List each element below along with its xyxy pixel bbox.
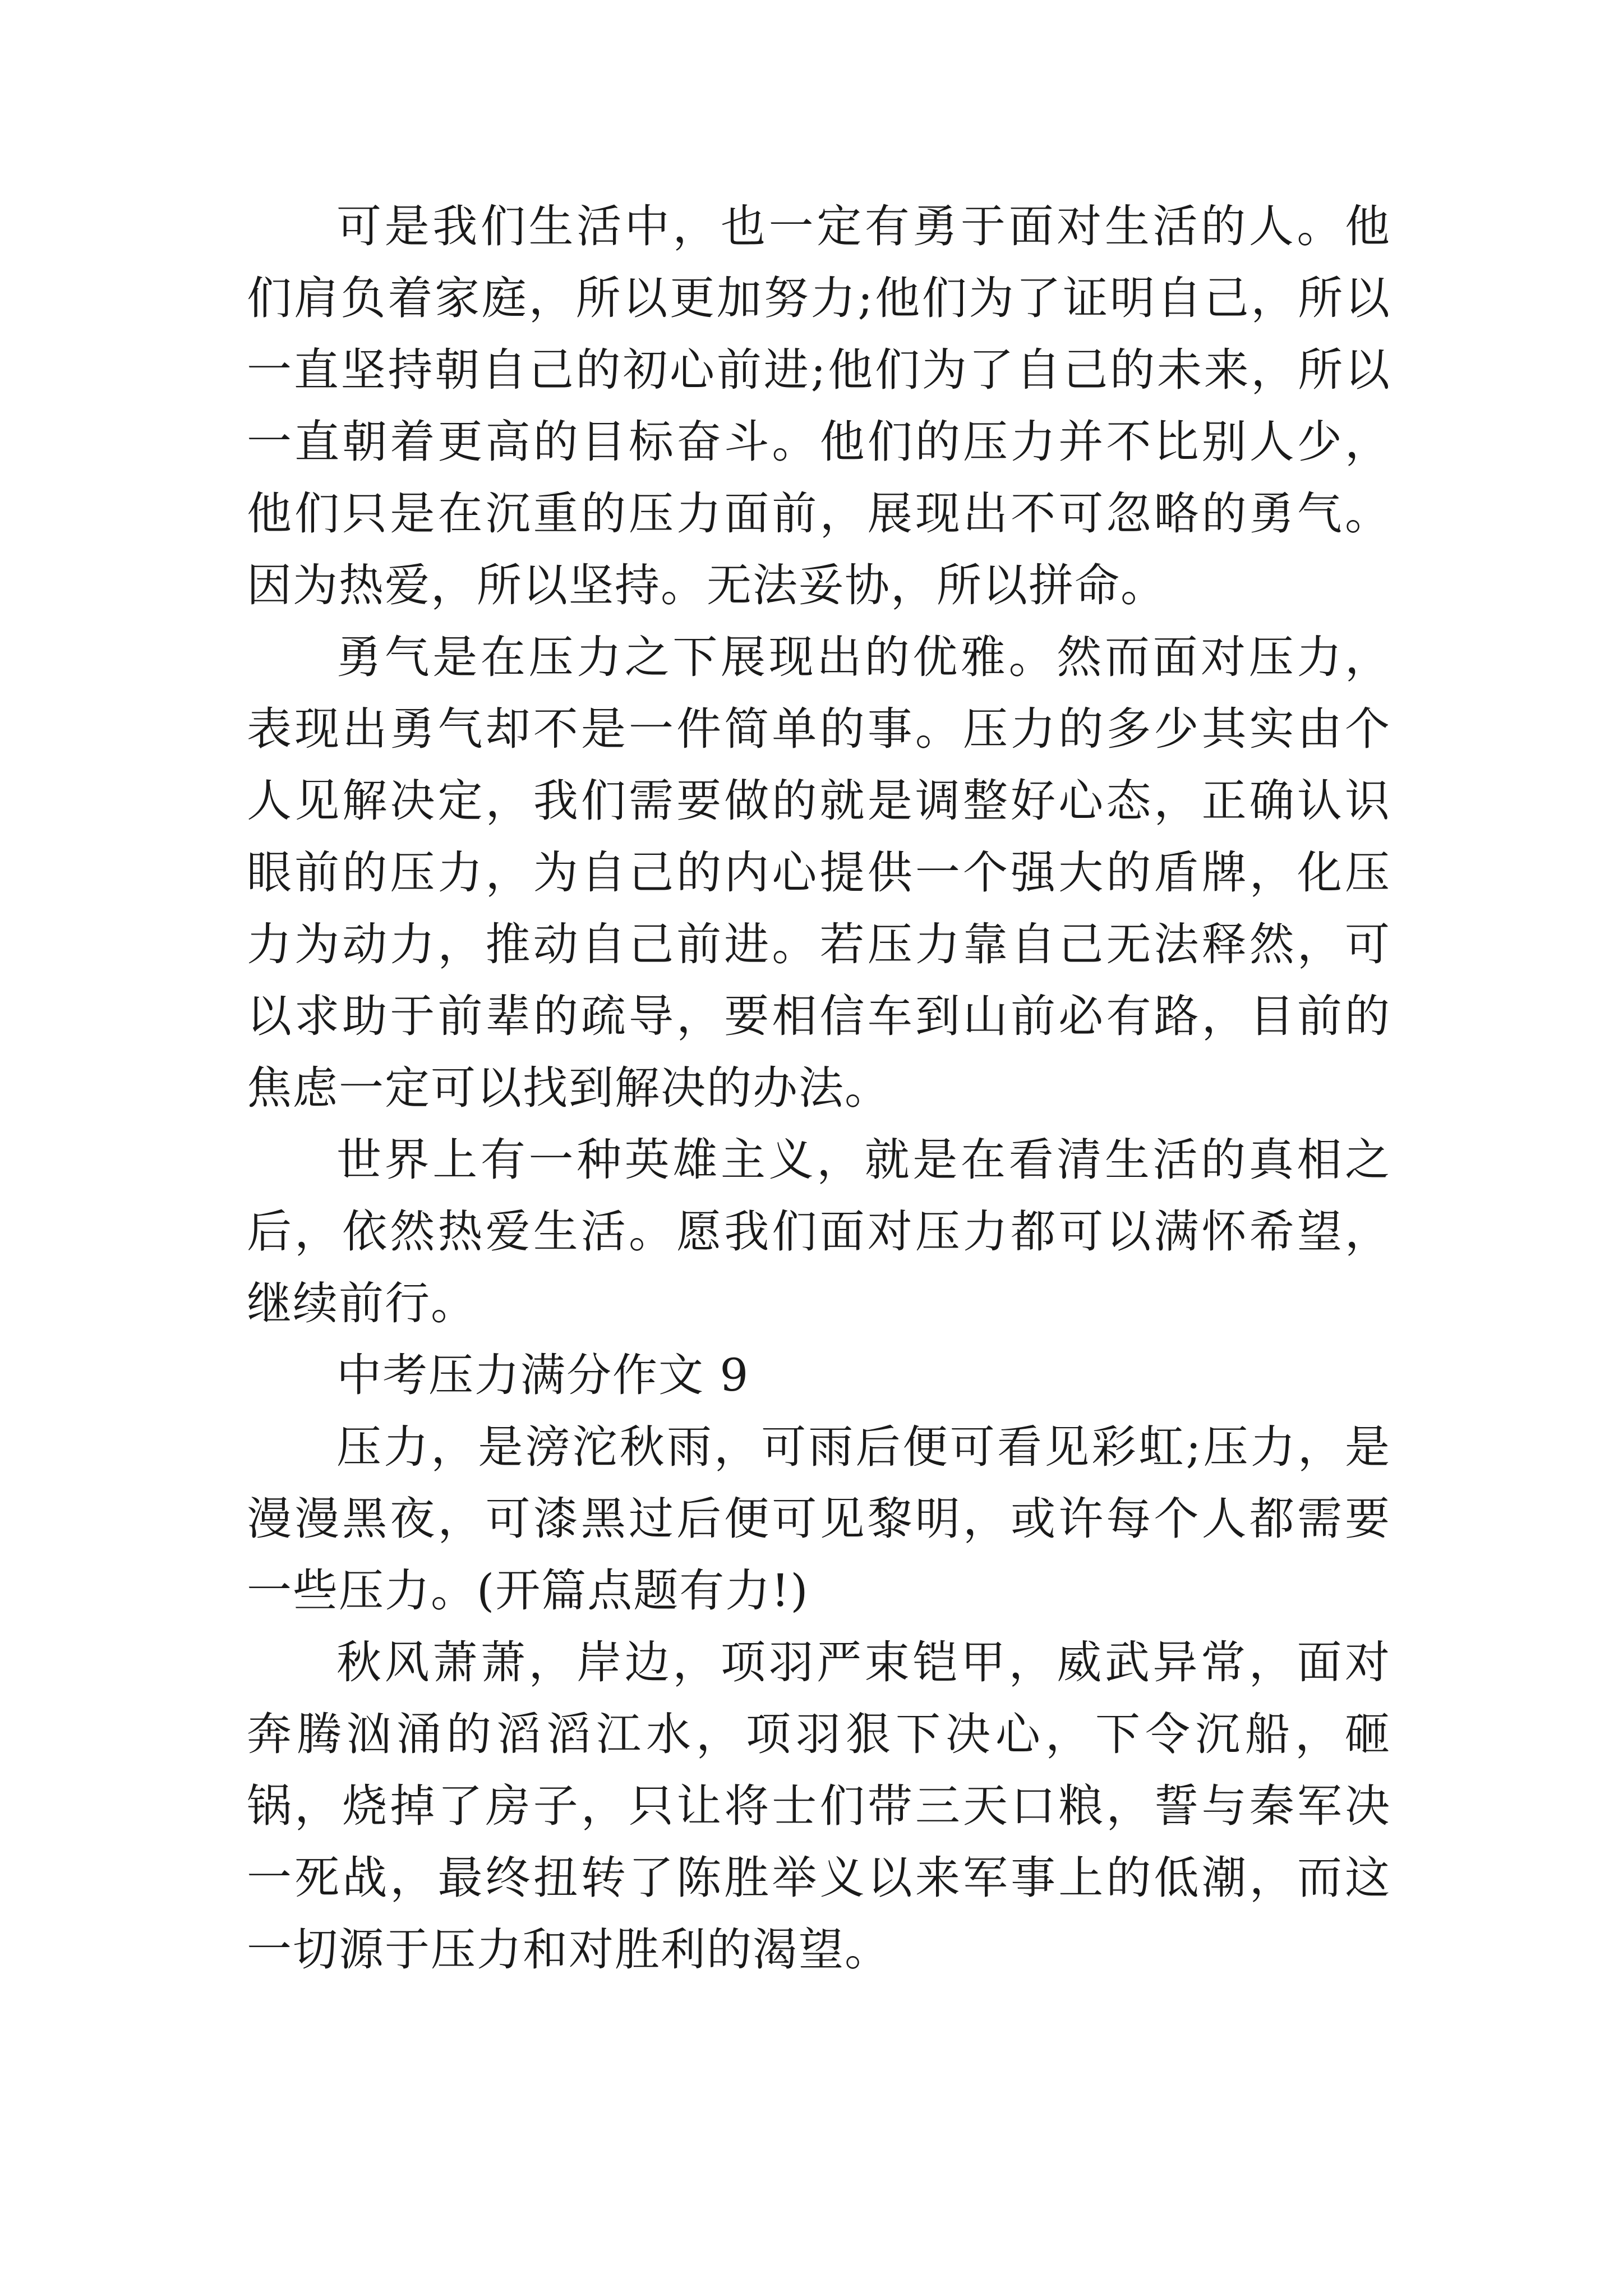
- section-heading: 中考压力满分作文 9: [336, 1349, 750, 1401]
- paragraph-pressure-metaphor: 压力，是滂沱秋雨，可雨后便可看见彩虹;压力，是漫漫黑夜，可漆黑过后便可见黎明，或许每个人都需要一些压力。(开篇点题有力!): [247, 1421, 1391, 1617]
- paragraph-xiang-yu: 秋风萧萧，岸边，项羽严束铠甲，威武异常，面对奔腾汹涌的滔滔江水，项羽狠下决心，下令沉船，砸锅，烧掉了房子，只让将士们带三天口粮，誓与秦军决一死战，最终扭转了陈胜举义以来军事上的低潮，而这一切源于压力和对胜利的渴望。: [247, 1636, 1391, 1976]
- document-body: [247, 191, 1391, 1986]
- paragraph-heroism: 世界上有一种英雄主义，就是在看清生活的真相之后，依然热爱生活。愿我们面对压力都可以满怀希望，继续前行。: [247, 1134, 1391, 1329]
- paragraph-courage-under-pressure: 勇气是在压力之下展现出的优雅。然而面对压力，表现出勇气却不是一件简单的事。压力的多少其实由个人见解决定，我们需要做的就是调整好心态，正确认识眼前的压力，为自己的内心提供一个强大的盾牌，化压力为动力，推动自己前进。若压力靠自己无法释然，可以求助于前辈的疏导，要相信车到山前必有路，目前的焦虑一定可以找到解决的办法。: [247, 631, 1391, 1114]
- paragraph-courage-in-life: 可是我们生活中，也一定有勇于面对生活的人。他们肩负着家庭，所以更加努力;他们为了证明自己，所以一直坚持朝自己的初心前进;他们为了自己的未来，所以一直朝着更高的目标奋斗。他们的压力并不比别人少，他们只是在沉重的压力面前，展现出不可忽略的勇气。因为热爱，所以坚持。无法妥协，所以拼命。: [247, 200, 1391, 611]
